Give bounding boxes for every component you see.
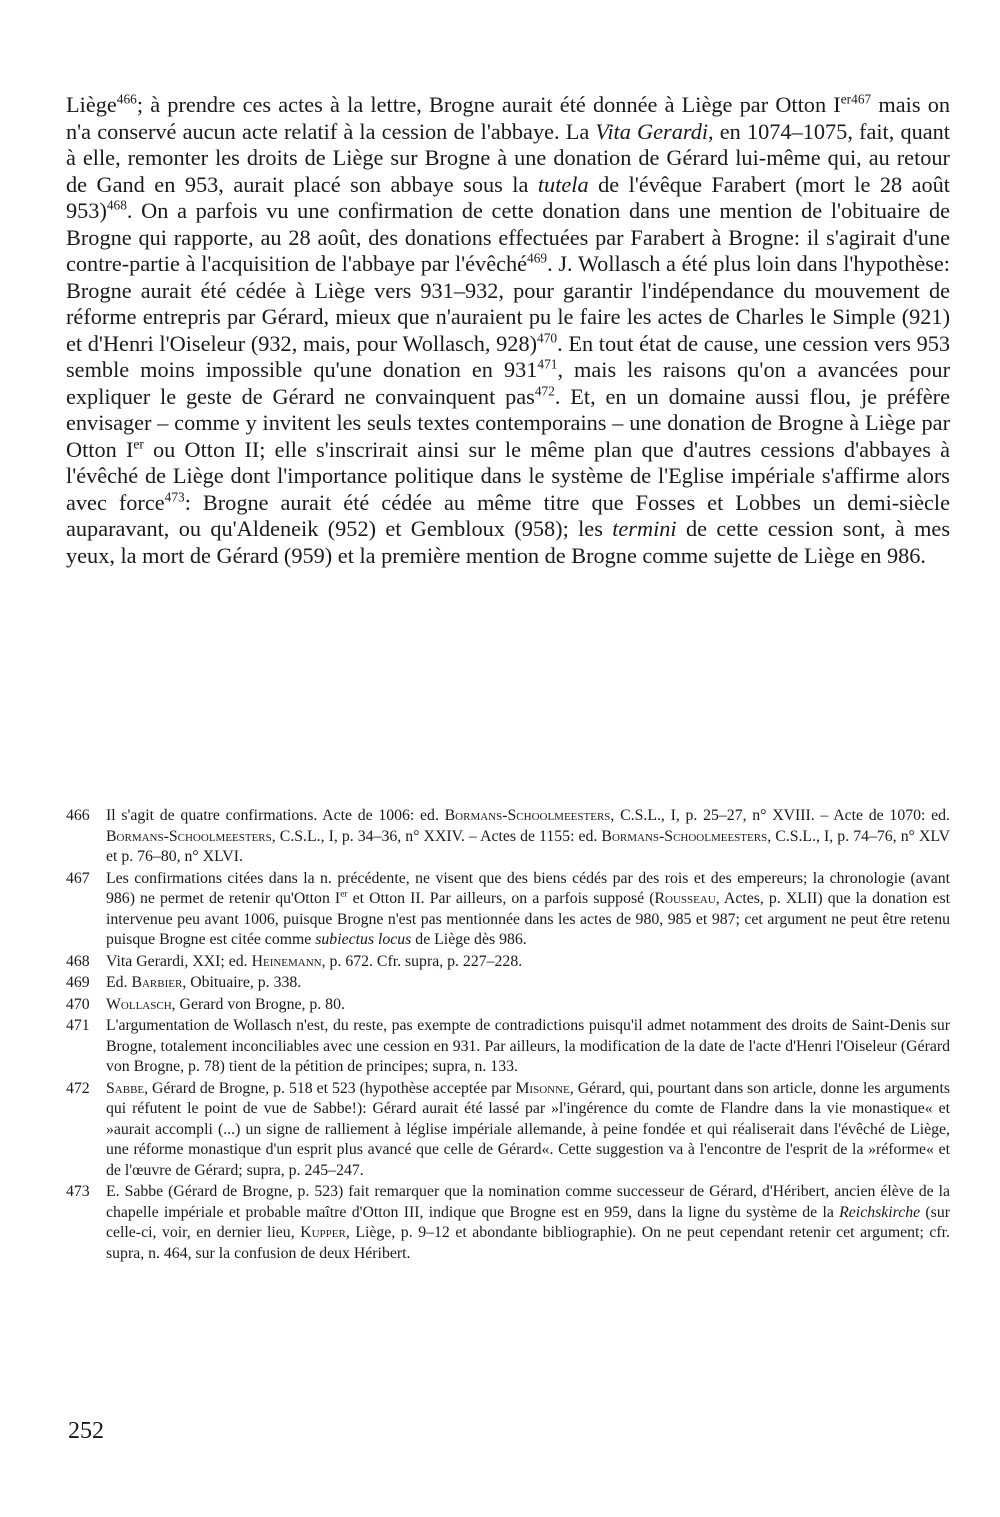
footnote-469 — [66, 973, 950, 994]
text-run: et Otton II. Par ailleurs, on a parfois supposé ( — [347, 890, 655, 907]
author-name: Kupper — [300, 1224, 346, 1241]
text-run: . En tout état de cause, une cession vers 953 semble moins impossible qu'une donation en 931 — [66, 330, 951, 382]
italic-title: Vita Gerardi, — [595, 118, 714, 144]
author-name: Sabbe — [106, 1079, 145, 1097]
footnote-ref-470[interactable]: 470 — [537, 330, 558, 346]
italic-term: subiectus locus — [315, 931, 412, 948]
body-paragraph — [66, 92, 950, 569]
footnote-470 — [66, 995, 950, 1016]
footnote-number: 469 — [66, 974, 90, 991]
author-name: Bormans-Schoolmeesters — [601, 827, 768, 845]
text-run: de cette cession sont, à mes yeux, la mort de Gérard (959) et la première mention de Brogne comme sujette de Liège en 986. — [66, 516, 950, 568]
text-run: . On a parfois vu une confirmation de cette donation dans une mention de l'obituaire de Brogne qui rapporte, au 28 août, des donations effectuées par Farabert à Brogne: il s'agirait d'une contre-partie à l'acquisition de l'abbaye par l'évêché — [66, 198, 950, 276]
text-run: , Obituaire, p. 338. — [182, 974, 302, 991]
footnote-ref-468[interactable]: 468 — [106, 197, 127, 213]
author-name: Bormans-Schoolmeesters — [444, 807, 611, 824]
text-run: , C.S.L., I, p. 74–76, n° XLV et p. 76–80, n° XLVI. — [106, 827, 950, 865]
footnote-467 — [66, 869, 950, 951]
footnote-473 — [66, 1182, 950, 1264]
text-run: (sur celle-ci, voir, en dernier lieu, — [106, 1203, 950, 1241]
text-run: , p. 672. Cfr. supra, p. 227–228. — [321, 952, 523, 970]
author-name: Bormans-Schoolmeesters — [106, 827, 272, 845]
text-run: ou Otton II; elle s'inscrirait ainsi sur le même plan que d'autres cessions d'abbayes à l'évêché de Liège dont l'importance politique dans le système de l'Eglise impériale s'affirme alors avec force — [66, 436, 950, 515]
ordinal-suffix: er — [133, 436, 144, 452]
footnote-ref-473[interactable]: 473 — [164, 489, 185, 505]
footnote-number: 473 — [66, 1183, 90, 1200]
text-run: , Liège, p. 9–12 et abondante bibliographie). On ne peut cependant retenir cet argument; cfr. supra, n. 464, sur la confusion de deux Héribert. — [106, 1224, 950, 1262]
text-run: ; à prendre ces actes à la lettre, Brogne aurait été donnée à Liège par Otton I — [136, 92, 841, 117]
text-run: , Gerard von Brogne, p. 80. — [171, 995, 345, 1013]
page-number: 252 — [68, 1418, 104, 1444]
text-run: L'argumentation de Wollasch n'est, du reste, pas exempte de contradictions puisqu'il admet notamment des droits de Saint-Denis sur Brogne, totalement inconciliables avec une cession en 931. Par ailleurs, la modification de la date de l'acte d'Henri l'Oiseleur (Gérard von Brogne, p. 78) tient de la pétition de principes; supra, n. 133. — [106, 1017, 950, 1075]
text-run: , Gérard de Brogne, p. 518 et 523 (hypothèse acceptée par — [144, 1079, 516, 1097]
footnote-number: 467 — [66, 869, 90, 887]
footnote-472 — [66, 1079, 950, 1182]
text-run: : Brogne aurait été cédée au même titre que Fosses et Lobbes un demi-siècle auparavant, ou qu'Aldeneik (952) et Gembloux (958); les — [66, 489, 950, 541]
footnote-ref-466[interactable]: 466 — [116, 91, 137, 107]
text-run: en 1074–1075, fait, quant à elle, remonter les droits de Liège sur Brogne à une donation de Gérard lui-même qui, au retour de Gand en 953, aurait placé son abbaye sous la — [66, 118, 951, 197]
text-run: Vita Gerardi, XXI; ed. — [106, 952, 252, 970]
footnote-number: 466 — [66, 807, 90, 824]
text-run: de Liège dès 986. — [411, 931, 527, 948]
text-run: E. Sabbe (Gérard de Brogne, p. 523) fait remarquer que la nomination comme successeur de Gérard, d'Héribert, ancien élève de la chapelle impériale et probable maître d'Otton III, indique que Brogne est en 959, dans la ligne du système de la — [106, 1183, 950, 1221]
author-name: Barbier — [131, 974, 183, 991]
text-run: Il s'agit de quatre confirmations. Acte de 1006: ed. — [106, 807, 445, 824]
footnote-466 — [66, 806, 950, 868]
footnote-471 — [66, 1016, 950, 1078]
text-run: mais on n'a conservé aucun acte relatif à la cession de l'abbaye. La — [66, 92, 951, 144]
italic-term: termini — [612, 516, 677, 541]
author-name: Heinemann — [251, 952, 322, 970]
text-run: Ed. — [106, 974, 132, 991]
body-text — [66, 92, 950, 569]
footnote-ref-472[interactable]: 472 — [534, 383, 555, 399]
text-run: Liège — [66, 92, 117, 117]
ordinal-suffix: er — [840, 91, 852, 107]
text-run: , Actes, p. XLII) que la donation est intervenue peu avant 1006, puisque Brogne n'est pas mentionnée dans les actes de 980, 985 et 987; cet argument ne peut être retenu puisque Brogne est citée comme — [106, 890, 950, 948]
author-name: Misonne — [515, 1079, 570, 1097]
text-run: , Gérard, qui, pourtant dans son article, donne les arguments qui réfutent le point de vue de Sabbe!): Gérard aurait été lassé par »l'ingérence du comte de Flandre dans la vie monastique« et »aurait accompli (...) un signe de ralliement à léglise impériale allemande, à peine fondée et qui réaliserait dans l'évêché de Liège, une réforme monastique d'un esprit plus avancé que celle de Gérard«. Cette suggestion va à l'encontre de l'esprit de la »réforme« et de l'œuvre de Gérard; supra, p. 245–247. — [106, 1079, 950, 1179]
italic-term: Reichskirche — [839, 1203, 921, 1221]
footnote-ref-469[interactable]: 469 — [527, 250, 548, 266]
footnote-ref-471[interactable]: 471 — [537, 356, 558, 372]
text-run: , C.S.L., I, p. 34–36, n° XXIV. – Actes de 1155: ed. — [271, 827, 602, 845]
footnote-number: 468 — [66, 952, 90, 970]
footnote-number: 470 — [66, 995, 90, 1013]
text-run: , C.S.L., I, p. 25–27, n° XVIII. – Acte de 1070: ed. — [610, 807, 950, 824]
footnote-number: 472 — [66, 1079, 90, 1097]
author-name: Rousseau — [654, 890, 716, 907]
footnote-number: 471 — [66, 1017, 90, 1034]
footnotes — [66, 806, 950, 1265]
italic-term: tutela — [537, 171, 589, 197]
text-run: Les confirmations citées dans la n. précédente, ne visent que des biens cédés par des rois et des empereurs; la chronologie (avant 986) ne permet de retenir qu'Otton I — [106, 869, 950, 907]
text-run: . Et, en un domaine aussi flou, je préfère envisager – comme y invitent les seuls textes contemporains – une donation de Brogne à Liège par Otton I — [66, 383, 951, 462]
author-name: Wollasch — [106, 995, 172, 1013]
text-run: , mais les raisons qu'on a avancées pour expliquer le geste de Gérard ne convainquent pas — [66, 357, 950, 409]
footnote-468 — [66, 952, 950, 973]
text-run: . J. Wollasch a été plus loin dans l'hypothèse: Brogne aurait été cédée à Liège vers 931–932, pour garantir l'indépendance du mouvement de réforme entrepris par Gérard, mieux que n'auraient pu le faire les actes de Charles le Simple (921) et d'Henri l'Oiseleur (932, mais, pour Wollasch, 928) — [66, 251, 951, 356]
text-run: de l'évêque Farabert (mort le 28 août 953) — [66, 171, 950, 223]
footnote-ref-467[interactable]: 467 — [851, 91, 872, 107]
ordinal-suffix: er — [340, 889, 348, 900]
